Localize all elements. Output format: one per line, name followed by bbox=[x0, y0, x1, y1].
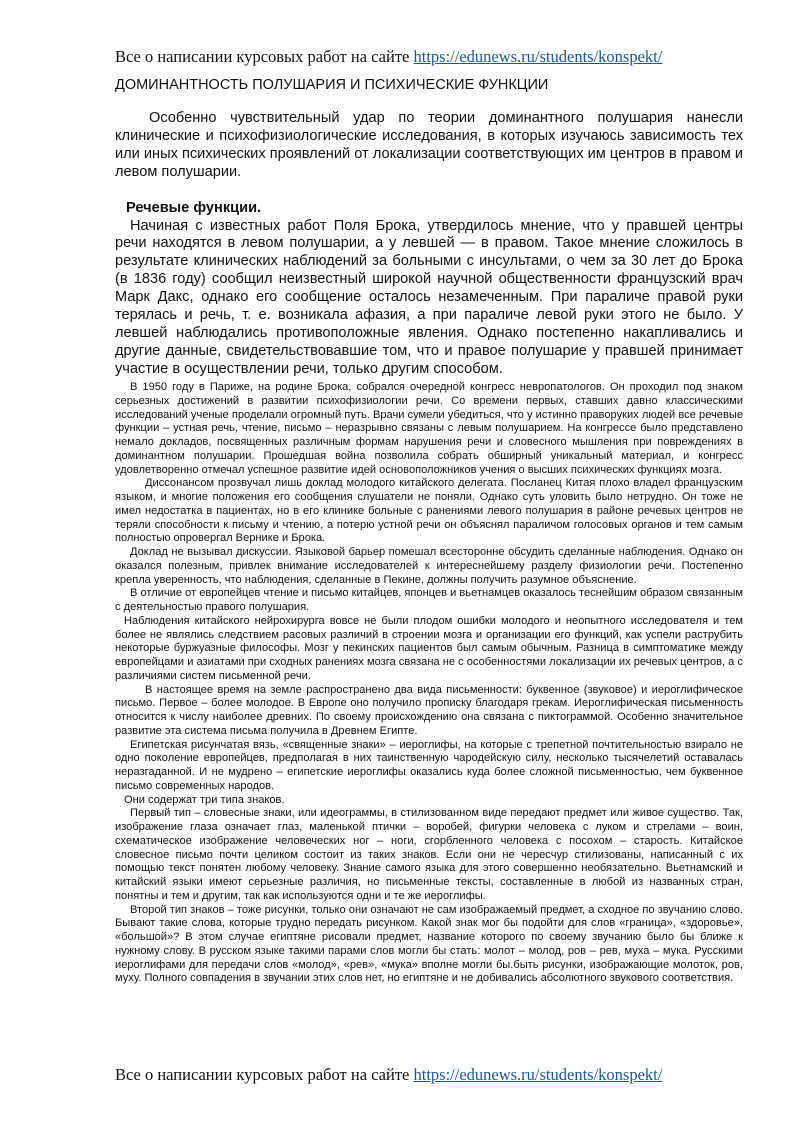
lead-section bbox=[115, 110, 743, 379]
footer-text: Все о написании курсовых работ на сайте bbox=[115, 1065, 414, 1084]
speech-paragraph: Начиная с известных работ Поля Брока, утвердилось мнение, что у правшей центры речи находятся в левом полушарии, а у левшей — в правом. Такое мнение сложилось в результате клинических наблюдений за больными с инсультами, о чем за 30 лет до Брока (в 1836 году) сообщил неизвестный широкой научной общественности французский врач Марк Дакс, однако его сообщение осталось незамеченным. При параличе правой руки терялась и речь, т. е. возникала афазия, а при параличе левой руки этого не было. У левшей наблюдались противоположные явления. Однако постепенно накапливались и другие данные, свидетельствовавшие том, что и правое полушарие у правшей принимает участие в осуществлении речи, только другим способом. bbox=[115, 217, 743, 377]
header-link[interactable]: https://edunews.ru/students/konspekt/ bbox=[413, 47, 663, 66]
body-paragraph: Первый тип – словесные знаки, или идеограммы, в стилизованном виде передают предмет или живое существо. Так, изображение глаза означает глаз, маленькой птички – воробей, фигурки человека с луком и стрелами – воин, схематическое изображение человеческих ног – ноги, сгорбленного человека с посохом – старость. Китайское словесное письмо почти целиком состоит из таких знаков. Если они не чересчур стилизованы, написанный с их помощью текст понятен любому человеку. Знание самого языка для этого совершенно необязательно. Вьетнамский и китайский языки имеют серьезные различия, но письменные тексты, составленные в любой из названных стран, понятны и тем и другим, так как используются одни и те же иероглифы. bbox=[115, 807, 743, 902]
body-paragraph: Второй тип знаков – тоже рисунки, только они означают не сам изображаемый предмет, а сходное по звучанию слово. Бывают такие слова, которые трудно передать рисунком. Какой знак мог бы подойти для слов «граница», «здоровье», «большой»? В этом случае египтяне рисовали предмет, название которого по своему звучанию было бы ближе к нужному слову. В русском языке такими парами слов могли бы стать: молот – молод, ров – рев, муха – мука. Русскими иероглифами для передачи слов «молод», «рев», «мука» вполне могли бы.быть рисунки, изображающие молоток, ров, муху. Полного совпадения в звучании этих слов нет, но египтяне и не добивались абсолютного звукового соответствия. bbox=[115, 903, 743, 985]
page-header bbox=[115, 47, 755, 67]
body-paragraph: Наблюдения китайского нейрохирурга вовсе не были плодом ошибки молодого и неопытного исследователя и тем более не являлись следствием расовых различий в строении мозга и организации его функций, как успели раструбить некоторые буржуазные философы. Мозг у пекинских пациентов был самым обычным. Разница в симптоматике между европейцами и азиатами при сходных ранениях мозга связана не с особенностями локализации их речевых центров, а с различиями систем письменной речи. bbox=[115, 614, 743, 682]
body-paragraph: Они содержат три типа знаков. bbox=[124, 793, 285, 806]
intro-paragraph: Особенно чувствительный удар по теории доминантного полушария нанесли клинические и психофизиологические исследования, в которых изучаюсь зависимость тех или иных психических проявлений от локализации соответствующих им центров в правом и левом полушарии. bbox=[115, 110, 743, 180]
body-paragraph: В 1950 году в Париже, на родине Брока, собрался очередной конгресс невропатологов. Он проходил под знаком серьезных достижений в развитии психофизиологии речи. Со времени первых, ставших давно классическими исследований ученые проделали огромный путь. Врачи сумели убедиться, что у истинно праворуких людей все речевые функции – устная речь, чтение, письмо – неразрывно связаны с левым полушарием. На конгрессе было представлено немало докладов, посвященных различным формам нарушения речи и словесного мышления при повреждениях в доминантном полушарии. Прошедшая война позволила собрать обширный уникальный материал, и конгресс удовлетворенно отмечал успешное развитие идей основоположников учения о высших психических функциях мозга. bbox=[115, 381, 743, 476]
body-paragraph: Диссонансом прозвучал лишь доклад молодого китайского делегата. Посланец Китая плохо владел французским языком, и многие положения его сообщения слушатели не поняли. Однако суть уловить было нетрудно. Он тоже не имел недостатка в пациентах, но в его клинике больные с ранениями левого полушария в районе речевых центров не теряли способности к письму и чтению, а потерю устной речи он объяснял параличом голосовых органов и тем самым полностью опровергал Вернике и Брока. bbox=[115, 477, 743, 545]
header-text: Все о написании курсовых работ на сайте bbox=[115, 47, 414, 66]
body-paragraph: Доклад не вызывал дискуссии. Языковой барьер помешал всесторонне обсудить сделанные наблюдения. Однако он оказался полезным, привлек внимание исследователей к интереснейшему разделу физиологии речи. Постепенно крепла уверенность, что наблюдения, сделанные в Пекине, должны получить разумное объяснение. bbox=[115, 546, 743, 586]
footer-link[interactable]: https://edunews.ru/students/konspekt/ bbox=[413, 1065, 663, 1084]
section-heading: Речевые функции. bbox=[126, 199, 262, 216]
body-paragraph: Египетская рисунчатая вязь, «священные знаки» – иероглифы, на которые с трепетной почтительностью взирало не одно поколение европейцев, предполагая в них таинственную чародейскую силу, несколько тысячелетий оставалась неразгаданной. И не мудрено – египетские иероглифы оказались куда более сложной письменностью, чем буквенное письмо современных народов. bbox=[115, 738, 743, 792]
document-title: ДОМИНАНТНОСТЬ ПОЛУШАРИЯ И ПСИХИЧЕСКИЕ ФУНКЦИИ bbox=[115, 77, 549, 93]
page-footer bbox=[115, 1065, 755, 1085]
body-paragraph: В настоящее время на земле распространено два вида письменности: буквенное (звуковое) и иероглифическое письмо. Первое – более молодое. В Европе оно получило прописку благодаря грекам. Иероглифическая письменность относится к числу наиболее древних. По своему происхождению она связана с пиктограммой. Особенно значительное развитие эта система письма получила в Древнем Египте. bbox=[115, 683, 743, 737]
body-text bbox=[115, 381, 743, 986]
body-paragraph: В отличие от европейцев чтение и письмо китайцев, японцев и вьетнамцев оказалось теснейшим образом связанным с деятельностью правого полушария. bbox=[115, 587, 743, 613]
